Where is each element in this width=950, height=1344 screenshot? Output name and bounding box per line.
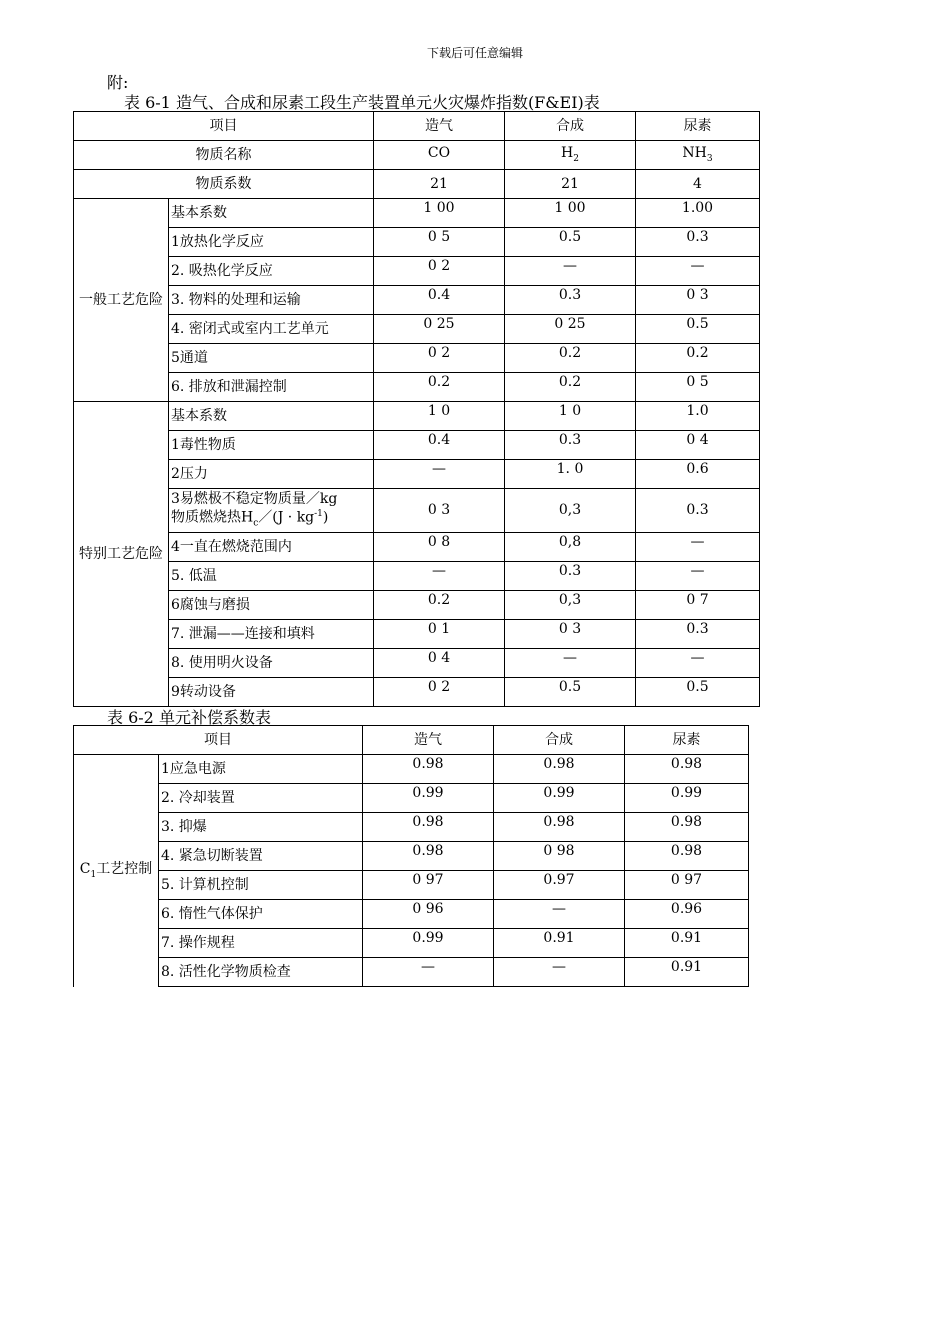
table-row bbox=[74, 562, 760, 591]
cell: 0 2 bbox=[374, 344, 505, 373]
cell: 0.98 bbox=[363, 755, 494, 784]
cell: 0.3 bbox=[636, 489, 760, 533]
table-row bbox=[74, 257, 760, 286]
cell: CO bbox=[374, 141, 505, 170]
cell: — bbox=[636, 257, 760, 286]
cell: 0 25 bbox=[505, 315, 636, 344]
item-cell: 8. 使用明火设备 bbox=[169, 649, 374, 678]
col-header-niaosu: 尿素 bbox=[625, 726, 749, 755]
cell: 0.98 bbox=[625, 813, 749, 842]
cell: 0.6 bbox=[636, 460, 760, 489]
table-row bbox=[74, 591, 760, 620]
cell: 0 8 bbox=[374, 533, 505, 562]
cell: 1.0 bbox=[636, 402, 760, 431]
cell: 0.3 bbox=[636, 228, 760, 257]
cell: 0 25 bbox=[374, 315, 505, 344]
cell: 0 7 bbox=[636, 591, 760, 620]
cell: 0 5 bbox=[374, 228, 505, 257]
item-cell: 基本系数 bbox=[169, 402, 374, 431]
item-cell: 1放热化学反应 bbox=[169, 228, 374, 257]
cell: 0 3 bbox=[636, 286, 760, 315]
col-header-niaosu: 尿素 bbox=[636, 112, 760, 141]
item-cell: 1毒性物质 bbox=[169, 431, 374, 460]
fei-table bbox=[73, 111, 760, 707]
cell: — bbox=[363, 958, 494, 987]
cell: 0.5 bbox=[636, 315, 760, 344]
cell: 0.4 bbox=[374, 431, 505, 460]
cell: 0.5 bbox=[505, 228, 636, 257]
cell: 4 bbox=[636, 170, 760, 199]
item-cell: 5. 低温 bbox=[169, 562, 374, 591]
cell: 0 97 bbox=[363, 871, 494, 900]
group-label-c1: $C_1$工艺控制 bbox=[74, 755, 159, 987]
table-row bbox=[74, 489, 760, 533]
cell: 0.98 bbox=[625, 842, 749, 871]
item-cell: 2. 吸热化学反应 bbox=[169, 257, 374, 286]
cell: 0.98 bbox=[625, 755, 749, 784]
prefix-label: 附: bbox=[107, 73, 129, 92]
page-header: 下载后可任意编辑 bbox=[426, 46, 523, 60]
table2-caption: 表 6-2 单元补偿系数表 bbox=[107, 708, 271, 727]
cell: 0.98 bbox=[363, 842, 494, 871]
cell: 0 5 bbox=[636, 373, 760, 402]
table-row bbox=[74, 533, 760, 562]
cell: 0.99 bbox=[363, 784, 494, 813]
table-row bbox=[74, 286, 760, 315]
col-header-hecheng: 合成 bbox=[494, 726, 625, 755]
cell: 0.98 bbox=[363, 813, 494, 842]
cell: 1 0 bbox=[505, 402, 636, 431]
item-cell: 7. 操作规程 bbox=[159, 929, 363, 958]
cell: 0 4 bbox=[636, 431, 760, 460]
cell: 0.2 bbox=[505, 344, 636, 373]
cell: 1 0 bbox=[374, 402, 505, 431]
cell: — bbox=[505, 649, 636, 678]
item-cell: 6腐蚀与磨损 bbox=[169, 591, 374, 620]
col-header-hecheng: 合成 bbox=[505, 112, 636, 141]
item-cell: 3易燃极不稳定物质量／kg 物质燃烧热$H_c/(J \cdot kg^{-1})$ bbox=[169, 489, 374, 533]
table-header-row bbox=[74, 726, 749, 755]
material-factor-row bbox=[74, 170, 760, 199]
cell: 0.91 bbox=[625, 929, 749, 958]
cell: 0 98 bbox=[494, 842, 625, 871]
table-row bbox=[74, 813, 749, 842]
cell: 0,8 bbox=[505, 533, 636, 562]
cell: 0.96 bbox=[625, 900, 749, 929]
table-row bbox=[74, 649, 760, 678]
table-row bbox=[74, 755, 749, 784]
cell: — bbox=[636, 649, 760, 678]
row-label: 物质名称 bbox=[74, 141, 374, 170]
table1-caption: 表 6-1 造气、合成和尿素工段生产装置单元火灾爆炸指数(F&EI)表 bbox=[124, 93, 600, 112]
table-header-row bbox=[74, 112, 760, 141]
cell: 0 97 bbox=[625, 871, 749, 900]
table-row bbox=[74, 784, 749, 813]
cell: — bbox=[636, 533, 760, 562]
table-row bbox=[74, 373, 760, 402]
cell: 0.99 bbox=[625, 784, 749, 813]
cell: 0,3 bbox=[505, 489, 636, 533]
table-row bbox=[74, 842, 749, 871]
cell: — bbox=[636, 562, 760, 591]
item-cell: 4. 密闭式或室内工艺单元 bbox=[169, 315, 374, 344]
cell: — bbox=[505, 257, 636, 286]
cell: $H_2$ bbox=[505, 141, 636, 170]
table-row bbox=[74, 900, 749, 929]
cell: 0 96 bbox=[363, 900, 494, 929]
cell: 0.3 bbox=[505, 286, 636, 315]
table-row bbox=[74, 344, 760, 373]
group-label-general: 一般工艺危险 bbox=[74, 199, 169, 402]
item-cell: 基本系数 bbox=[169, 199, 374, 228]
col-header-item: 项目 bbox=[74, 112, 374, 141]
item-cell: 6. 惰性气体保护 bbox=[159, 900, 363, 929]
item-cell: 7. 泄漏——连接和填料 bbox=[169, 620, 374, 649]
col-header-zaoqi: 造气 bbox=[363, 726, 494, 755]
cell: 0.91 bbox=[494, 929, 625, 958]
cell: 1. 0 bbox=[505, 460, 636, 489]
cell: 0 2 bbox=[374, 257, 505, 286]
item-cell: 8. 活性化学物质检查 bbox=[159, 958, 363, 987]
item-cell: 3. 抑爆 bbox=[159, 813, 363, 842]
cell: 0.2 bbox=[505, 373, 636, 402]
group-label-special: 特别工艺危险 bbox=[74, 402, 169, 707]
material-name-row bbox=[74, 141, 760, 170]
cell: 1 00 bbox=[374, 199, 505, 228]
table-row bbox=[74, 958, 749, 987]
item-cell: 3. 物料的处理和运输 bbox=[169, 286, 374, 315]
compensation-table bbox=[73, 725, 749, 987]
cell: 0 3 bbox=[505, 620, 636, 649]
cell: 0.3 bbox=[505, 562, 636, 591]
cell: 0.3 bbox=[505, 431, 636, 460]
cell: 0.91 bbox=[625, 958, 749, 987]
item-cell: 1应急电源 bbox=[159, 755, 363, 784]
table-row bbox=[74, 315, 760, 344]
item-cell: 6. 排放和泄漏控制 bbox=[169, 373, 374, 402]
cell: 0 1 bbox=[374, 620, 505, 649]
col-header-item: 项目 bbox=[74, 726, 363, 755]
item-cell: 4. 紧急切断装置 bbox=[159, 842, 363, 871]
cell: 1.00 bbox=[636, 199, 760, 228]
table-row bbox=[74, 678, 760, 707]
cell: 0 4 bbox=[374, 649, 505, 678]
cell: 0.2 bbox=[374, 591, 505, 620]
cell: 0.99 bbox=[494, 784, 625, 813]
table-row bbox=[74, 402, 760, 431]
cell: 0.4 bbox=[374, 286, 505, 315]
table-row bbox=[74, 431, 760, 460]
item-cell: 5. 计算机控制 bbox=[159, 871, 363, 900]
table-row bbox=[74, 460, 760, 489]
cell: 0.97 bbox=[494, 871, 625, 900]
item-cell: 9转动设备 bbox=[169, 678, 374, 707]
col-header-zaoqi: 造气 bbox=[374, 112, 505, 141]
cell: 21 bbox=[374, 170, 505, 199]
cell: 1 00 bbox=[505, 199, 636, 228]
item-cell: 5通道 bbox=[169, 344, 374, 373]
cell: — bbox=[494, 958, 625, 987]
item-cell: 4一直在燃烧范围内 bbox=[169, 533, 374, 562]
cell: 0 2 bbox=[374, 678, 505, 707]
cell: 0.3 bbox=[636, 620, 760, 649]
cell: 0.98 bbox=[494, 813, 625, 842]
cell: — bbox=[374, 460, 505, 489]
cell: $NH_3$ bbox=[636, 141, 760, 170]
cell: 0.98 bbox=[494, 755, 625, 784]
cell: 0.5 bbox=[505, 678, 636, 707]
cell: — bbox=[374, 562, 505, 591]
table-row bbox=[74, 929, 749, 958]
cell: 0.2 bbox=[374, 373, 505, 402]
cell: 0.99 bbox=[363, 929, 494, 958]
cell: 0 3 bbox=[374, 489, 505, 533]
row-label: 物质系数 bbox=[74, 170, 374, 199]
cell: — bbox=[494, 900, 625, 929]
table-row bbox=[74, 199, 760, 228]
table-row bbox=[74, 620, 760, 649]
cell: 0,3 bbox=[505, 591, 636, 620]
table-row bbox=[74, 228, 760, 257]
cell: 0.5 bbox=[636, 678, 760, 707]
table-row bbox=[74, 871, 749, 900]
cell: 21 bbox=[505, 170, 636, 199]
item-cell: 2. 冷却装置 bbox=[159, 784, 363, 813]
cell: 0.2 bbox=[636, 344, 760, 373]
item-cell: 2压力 bbox=[169, 460, 374, 489]
